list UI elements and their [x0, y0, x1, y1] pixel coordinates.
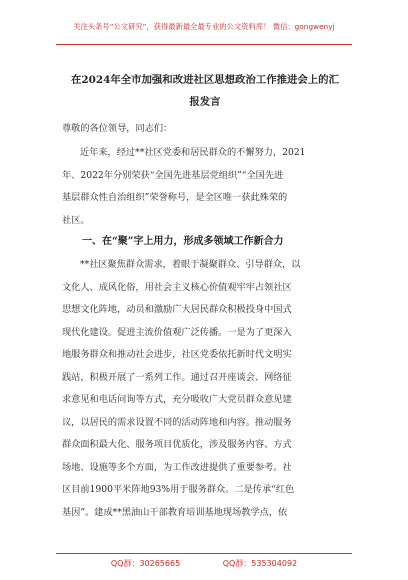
paragraph-line: 现代化建设。促进主流价值观广泛传播。一是为了更深入 [62, 326, 292, 338]
paragraph-line: 群众面积最大化、服务项目优质化，涉及服务内容、方式 [62, 439, 292, 450]
paragraph-intro [62, 142, 350, 232]
document-title [60, 69, 350, 113]
footer-qq-group-1: QQ群：30265665 [110, 559, 181, 568]
paragraph-line: 区目前1900平米阵地93%用于服务群众。二是传承“红色 [62, 484, 295, 495]
paragraph-line: 践站，积极开展了一系列工作。通过召开座谈会、网络征 [62, 371, 292, 383]
paragraph-line: 近年来，经过**社区党委和居民群众的不懈努力，2021 [80, 147, 306, 158]
paragraph-line: 场地、设施等多个方面，为工作改进提供了重要参考。社 [62, 461, 292, 473]
header-banner: 关注头条号“公文研究”，获得最新最全最专业的公文资料库！ 微信：gongwenyj [73, 22, 335, 31]
footer-divider [56, 553, 352, 554]
paragraph-line: 社区。 [62, 214, 90, 226]
paragraph-line: 地服务群众和推动社会进步，社区党委依托新时代文明实 [62, 349, 292, 360]
title-line-1: 在2024年全市加强和改进社区思想政治工作推进会上的汇 [71, 74, 339, 86]
paragraph-line: 年、2022年分别荣获“全国先进基层党组织”“全国先进 [62, 169, 284, 181]
paragraph-line: 议，以居民的需求设置不同的活动阵地和内容。推动服务 [62, 416, 292, 428]
paragraph-line: 文化人、成风化俗，用社会主义核心价值观牢牢占领社区 [62, 281, 292, 293]
paragraph-line: 基层群众性自治组织”荣誉称号，是全区唯一获此殊荣的 [62, 192, 288, 203]
paragraph-section-1 [62, 254, 350, 524]
footer-qq-group-2: QQ群：535304092 [222, 559, 298, 568]
paragraph-line: 求意见和电话问询等方式，充分吸收广大党员群众意见建 [62, 394, 292, 405]
title-line-2: 报发言 [189, 96, 221, 108]
footer [0, 558, 408, 569]
greeting: 尊敬的各位领导，同志们： [62, 123, 173, 134]
paragraph-line: 基因”。建成**黑油山干部教育培训基地现场教学点，依 [62, 506, 288, 518]
paragraph-line: **社区聚焦群众需求，着眼于凝聚群众、引导群众，以 [80, 259, 301, 270]
section-heading: 一、在“聚”字上用力，形成多领域工作新合力 [82, 236, 284, 247]
header-divider [56, 44, 352, 45]
paragraph-line: 思想文化阵地，动员和激励广大居民群众积极投身中国式 [62, 304, 292, 315]
